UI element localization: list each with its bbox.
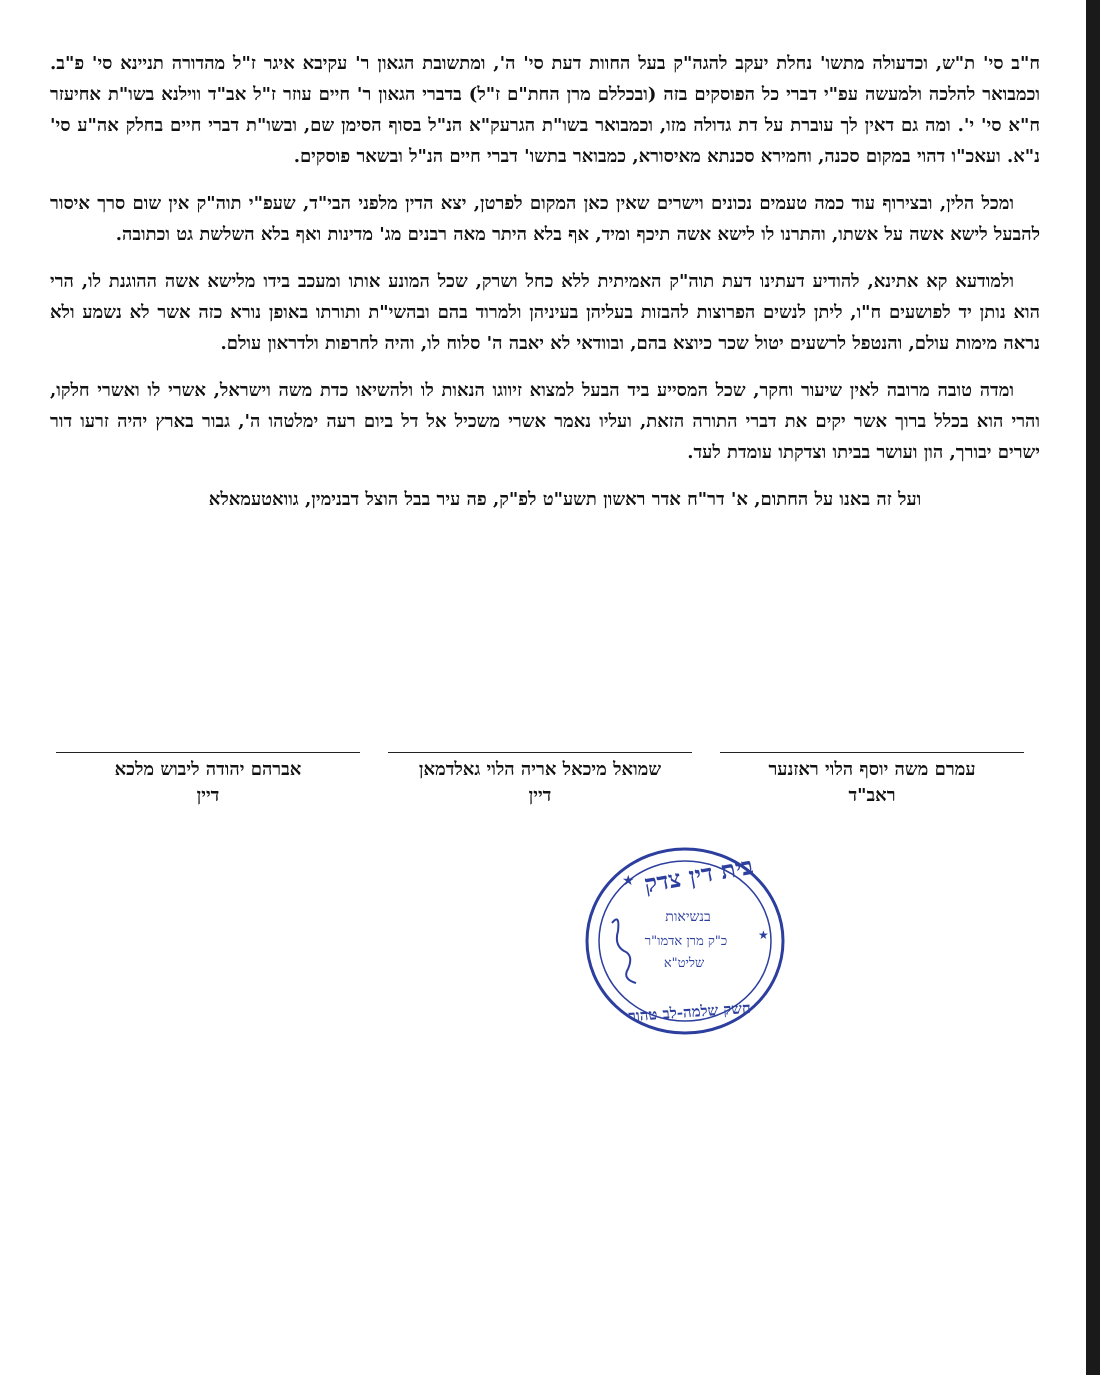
seal-center-line-2: כ"ק מרן אדמו"ר [644,934,728,949]
signature-line [720,752,1024,753]
signer-name: שמואל מיכאל אריה הלוי גאלדמאן [418,759,662,780]
seal-center-line-3: שליט"א [663,956,705,971]
seal-center-line-1: בנשיאות [665,909,711,925]
signature-1 [720,752,1024,809]
court-seal-stamp [582,843,788,1039]
signer-name: אברהם יהודה ליבוש מלכא [114,759,302,780]
signature-block [58,752,1024,822]
signature-3 [56,752,360,809]
seal-star: ★ [758,928,769,942]
signature-2 [388,752,692,809]
signer-title: דיין [196,785,220,806]
paragraph-1: ח"ב סי' ת"ש, וכדעולה מתשו' נחלת יעקב להגה"ק בעל החוות דעת סי' ה', ומתשובת הגאון ר' עקיבא איגר ז"ל מהדורה תניינא סי' פ"ב. וכמבואר להלכה ולמעשה עפ"י דברי כל הפוסקים בזה (ובכללם מרן החת"ם ז"ל) בדברי הגאון ר' חיים עוזר ז"ל אב"ד ווילנא בשו"ת אחיעזר ח"א סי' י'. ומה גם דאין לך עוברת על דת גדולה מזו, וכמבואר בשו"ת הגרעק"א הנ"ל בסוף הסימן שם, ובשו"ת דברי חיים בחלק אה"ע סי' נ"א. ועאכ"ו דהוי במקום סכנה, וחמירא סכנתא מאיסורא, כמבואר בתשו' דברי חיים הנ"ל ובשאר פוסקים. [50,53,1040,167]
paragraph-2: ומכל הלין, ובצירוף עוד כמה טעמים נכונים וישרים שאין כאן המקום לפרטן, יצא הדין מלפני הבי"ד, שעפ"י תוה"ק אין שום סרך איסור להבעל לישא אשה על אשתו, והתרנו לו לישא אשה תיכף ומיד, אף בלא היתר מאה רבנים מג' מדינות ואף בלא השלשת גט וכתובה. [50,193,1040,245]
signer-title: דיין [528,785,552,806]
seal-signature-scribble [612,919,636,983]
seal-ring-text: בית דין צדק [641,850,756,899]
paragraph-4: ומדה טובה מרובה לאין שיעור וחקר, שכל המסייע ביד הבעל למצוא זיווגו הנאות לו ולהשיאו כדת משה וישראל, אשרי לו ואשרי חלקו, והרי הוא בכלל ברוך אשר יקים את דברי התורה הזאת, ועליו נאמר אשרי משכיל אל דל ביום רעה ימלטהו ה', גבור בארץ יהיה זרעו דור ישרים יבורך, הון ועושר בביתו וצדקתו עומדת לעד. [50,380,1040,463]
paragraph-3: ולמודעא קא אתינא, להודיע דעתינו דעת תוה"ק האמיתית ללא כחל ושרק, שכל המונע אותו ומעכב בידו מלישא אשה ההוגנת לו, הרי הוא נותן יד לפושעים ח"ו, ליתן לנשים הפרוצות להבזות בעליהן בעיניהן ולמרוד בהם ובהשי"ת ותורתו באופן נורא כזה אשר לא נשמע ולא נראה מימות עולם, והנטפל לרשעים יטול שכר כיוצא בהם, ובוודאי לא יאבה ה' סלוח לו, והיה לחרפות ולדראון עולם. [50,271,1040,354]
page-edge-bar [1086,0,1100,1375]
closing-line: ועל זה באנו על החתום, א' דר"ח אדר ראשון תשע"ט לפ"ק, פה עיר בבל הוצל דבנימין, גוואטעמאלא [208,489,922,510]
signer-title: ראב"ד [848,785,896,806]
signature-line [388,752,692,753]
document-body [50,48,1040,515]
signature-line [56,752,360,753]
seal-bottom-text: חשק שלמה-לב טהור [627,998,752,1026]
seal-star: ★ [622,873,635,889]
signer-name: עמרם משה יוסף הלוי ראזנער [768,759,976,780]
